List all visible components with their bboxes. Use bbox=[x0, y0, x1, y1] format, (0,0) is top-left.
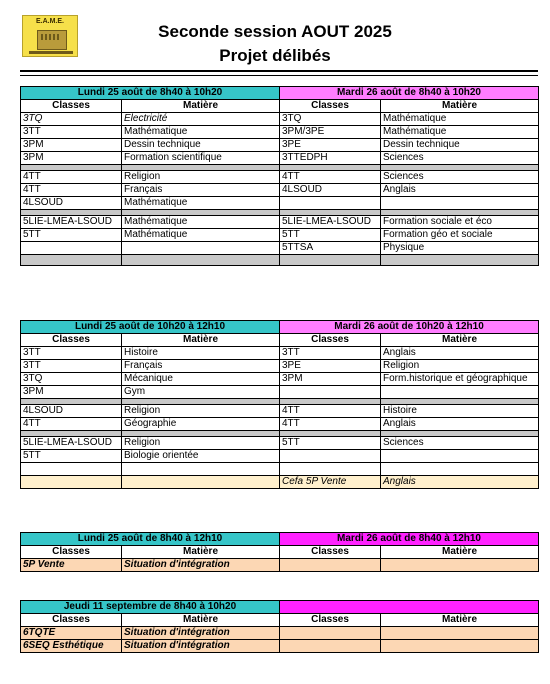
class-cell: 3PM bbox=[21, 152, 122, 165]
block2-left-title: Lundi 25 août de 10h20 à 12h10 bbox=[21, 321, 280, 334]
class-cell: 4LSOUD bbox=[280, 184, 381, 197]
block4-left-title: Jeudi 11 septembre de 8h40 à 10h20 bbox=[21, 601, 280, 614]
block3-right-title: Mardi 26 août de 8h40 à 12h10 bbox=[280, 533, 539, 546]
class-cell: 5TT bbox=[280, 229, 381, 242]
title-divider-thin bbox=[20, 75, 538, 76]
subject-cell bbox=[381, 386, 539, 399]
class-cell bbox=[280, 627, 381, 640]
subject-cell: Religion bbox=[381, 360, 539, 373]
class-cell: 3TT bbox=[21, 360, 122, 373]
class-cell: Cefa 5P Vente bbox=[280, 476, 381, 489]
table-row bbox=[21, 360, 539, 373]
class-cell: 3TT bbox=[280, 347, 381, 360]
table-row bbox=[21, 373, 539, 386]
subject-cell: Histoire bbox=[381, 405, 539, 418]
class-cell: 5LIE-LMEA-LSOUD bbox=[280, 216, 381, 229]
subject-cell: Mathématique bbox=[122, 197, 280, 210]
header-matiere: Matière bbox=[122, 100, 280, 113]
table-row bbox=[21, 559, 539, 572]
schedule-block-2 bbox=[20, 320, 539, 489]
class-cell bbox=[280, 559, 381, 572]
header-matiere: Matière bbox=[381, 614, 539, 627]
class-cell bbox=[280, 386, 381, 399]
subject-cell: Mathématique bbox=[381, 126, 539, 139]
table-row bbox=[21, 405, 539, 418]
subject-cell: Form.historique et géographique bbox=[381, 373, 539, 386]
subject-cell: Géographie bbox=[122, 418, 280, 431]
class-cell: 3TQ bbox=[21, 113, 122, 126]
class-cell: 3TTEDPH bbox=[280, 152, 381, 165]
subject-cell bbox=[122, 242, 280, 255]
class-cell: 5TT bbox=[280, 437, 381, 450]
table-row bbox=[21, 216, 539, 229]
table-row bbox=[21, 437, 539, 450]
subject-cell bbox=[381, 627, 539, 640]
table-row bbox=[21, 152, 539, 165]
class-cell: 6SEQ Esthétique bbox=[21, 640, 122, 653]
subject-cell: Mathématique bbox=[381, 113, 539, 126]
page-subtitle: Projet délibés bbox=[219, 46, 331, 65]
page-title: Seconde session AOUT 2025 bbox=[158, 22, 392, 41]
class-cell: 5TT bbox=[21, 229, 122, 242]
class-cell: 5P Vente bbox=[21, 559, 122, 572]
header-matiere: Matière bbox=[381, 100, 539, 113]
table-row bbox=[21, 627, 539, 640]
block4-right-title bbox=[280, 601, 539, 614]
subject-cell bbox=[381, 559, 539, 572]
subject-cell bbox=[381, 640, 539, 653]
table-row bbox=[21, 418, 539, 431]
class-cell: 3TT bbox=[21, 347, 122, 360]
class-cell: 6TQTE bbox=[21, 627, 122, 640]
subject-cell: Anglais bbox=[381, 347, 539, 360]
subject-cell: Français bbox=[122, 360, 280, 373]
subject-cell: Mécanique bbox=[122, 373, 280, 386]
subject-cell: Religion bbox=[122, 405, 280, 418]
subject-cell: Sciences bbox=[381, 152, 539, 165]
header-classes: Classes bbox=[21, 334, 122, 347]
class-cell: 4LSOUD bbox=[21, 405, 122, 418]
subject-cell: Religion bbox=[122, 171, 280, 184]
block2-right-title: Mardi 26 août de 10h20 à 12h10 bbox=[280, 321, 539, 334]
header-classes: Classes bbox=[280, 334, 381, 347]
header-matiere: Matière bbox=[122, 546, 280, 559]
header-matiere: Matière bbox=[381, 334, 539, 347]
subject-cell: Mathématique bbox=[122, 216, 280, 229]
logo-text: E.A.M.E. bbox=[35, 18, 64, 25]
table-row bbox=[21, 171, 539, 184]
subject-cell: Situation d'intégration bbox=[122, 627, 280, 640]
class-cell bbox=[21, 476, 122, 489]
subject-cell: Formation géo et sociale bbox=[381, 229, 539, 242]
subject-cell: Situation d'intégration bbox=[122, 640, 280, 653]
separator-row bbox=[21, 255, 539, 266]
class-cell: 5LIE-LMEA-LSOUD bbox=[21, 437, 122, 450]
schedule-block-3 bbox=[20, 532, 539, 572]
table-row bbox=[21, 476, 539, 489]
table-row bbox=[21, 126, 539, 139]
subject-cell bbox=[381, 197, 539, 210]
table-row bbox=[21, 139, 539, 152]
subject-cell: Religion bbox=[122, 437, 280, 450]
subject-cell: Français bbox=[122, 184, 280, 197]
class-cell: 3PM/3PE bbox=[280, 126, 381, 139]
subject-cell: Formation scientifique bbox=[122, 152, 280, 165]
subject-cell: Dessin technique bbox=[381, 139, 539, 152]
table-row bbox=[21, 640, 539, 653]
subject-cell: Anglais bbox=[381, 418, 539, 431]
block1-right-title: Mardi 26 août de 8h40 à 10h20 bbox=[280, 87, 539, 100]
subject-cell: Sciences bbox=[381, 171, 539, 184]
table-row bbox=[21, 463, 539, 476]
class-cell: 3TQ bbox=[21, 373, 122, 386]
subject-cell: Histoire bbox=[122, 347, 280, 360]
class-cell: 4TT bbox=[21, 184, 122, 197]
subject-cell: Sciences bbox=[381, 437, 539, 450]
subject-cell: Mathématique bbox=[122, 229, 280, 242]
class-cell: 3PM bbox=[21, 386, 122, 399]
class-cell: 3PE bbox=[280, 139, 381, 152]
class-cell: 4TT bbox=[21, 418, 122, 431]
block3-left-title: Lundi 25 août de 8h40 à 12h10 bbox=[21, 533, 280, 546]
subject-cell: Gym bbox=[122, 386, 280, 399]
header-classes: Classes bbox=[280, 100, 381, 113]
table-row bbox=[21, 113, 539, 126]
title-divider bbox=[20, 70, 538, 72]
class-cell: 5LIE-LMEA-LSOUD bbox=[21, 216, 122, 229]
subject-cell: Dessin technique bbox=[122, 139, 280, 152]
table-row bbox=[21, 386, 539, 399]
class-cell: 3PE bbox=[280, 360, 381, 373]
subject-cell: Mathématique bbox=[122, 126, 280, 139]
subject-cell: Anglais bbox=[381, 476, 539, 489]
header-matiere: Matière bbox=[381, 546, 539, 559]
class-cell: 3PM bbox=[21, 139, 122, 152]
table-row bbox=[21, 229, 539, 242]
header-classes: Classes bbox=[21, 100, 122, 113]
class-cell: 3PM bbox=[280, 373, 381, 386]
class-cell: 4TT bbox=[280, 405, 381, 418]
class-cell bbox=[21, 242, 122, 255]
class-cell: 5TTSA bbox=[280, 242, 381, 255]
subject-cell: Electricité bbox=[122, 113, 280, 126]
header-classes: Classes bbox=[280, 546, 381, 559]
class-cell bbox=[280, 640, 381, 653]
class-cell: 3TT bbox=[21, 126, 122, 139]
header-matiere: Matière bbox=[122, 614, 280, 627]
class-cell: 4TT bbox=[280, 171, 381, 184]
class-cell: 3TQ bbox=[280, 113, 381, 126]
header-classes: Classes bbox=[21, 614, 122, 627]
subject-cell: Situation d'intégration bbox=[122, 559, 280, 572]
table-row bbox=[21, 242, 539, 255]
class-cell: 4TT bbox=[21, 171, 122, 184]
class-cell bbox=[280, 197, 381, 210]
table-row bbox=[21, 197, 539, 210]
header-classes: Classes bbox=[280, 614, 381, 627]
table-row bbox=[21, 347, 539, 360]
subject-cell bbox=[381, 450, 539, 463]
subject-cell: Formation sociale et éco bbox=[381, 216, 539, 229]
header-classes: Classes bbox=[21, 546, 122, 559]
table-row bbox=[21, 450, 539, 463]
header-matiere: Matière bbox=[122, 334, 280, 347]
table-row bbox=[21, 184, 539, 197]
schedule-block-4 bbox=[20, 600, 539, 653]
class-cell: 4TT bbox=[280, 418, 381, 431]
subject-cell bbox=[122, 476, 280, 489]
class-cell: 4LSOUD bbox=[21, 197, 122, 210]
class-cell: 5TT bbox=[21, 450, 122, 463]
class-cell bbox=[280, 450, 381, 463]
subject-cell: Biologie orientée bbox=[122, 450, 280, 463]
subject-cell: Physique bbox=[381, 242, 539, 255]
subject-cell: Anglais bbox=[381, 184, 539, 197]
block1-left-title: Lundi 25 août de 8h40 à 10h20 bbox=[21, 87, 280, 100]
schedule-block-1 bbox=[20, 86, 539, 266]
